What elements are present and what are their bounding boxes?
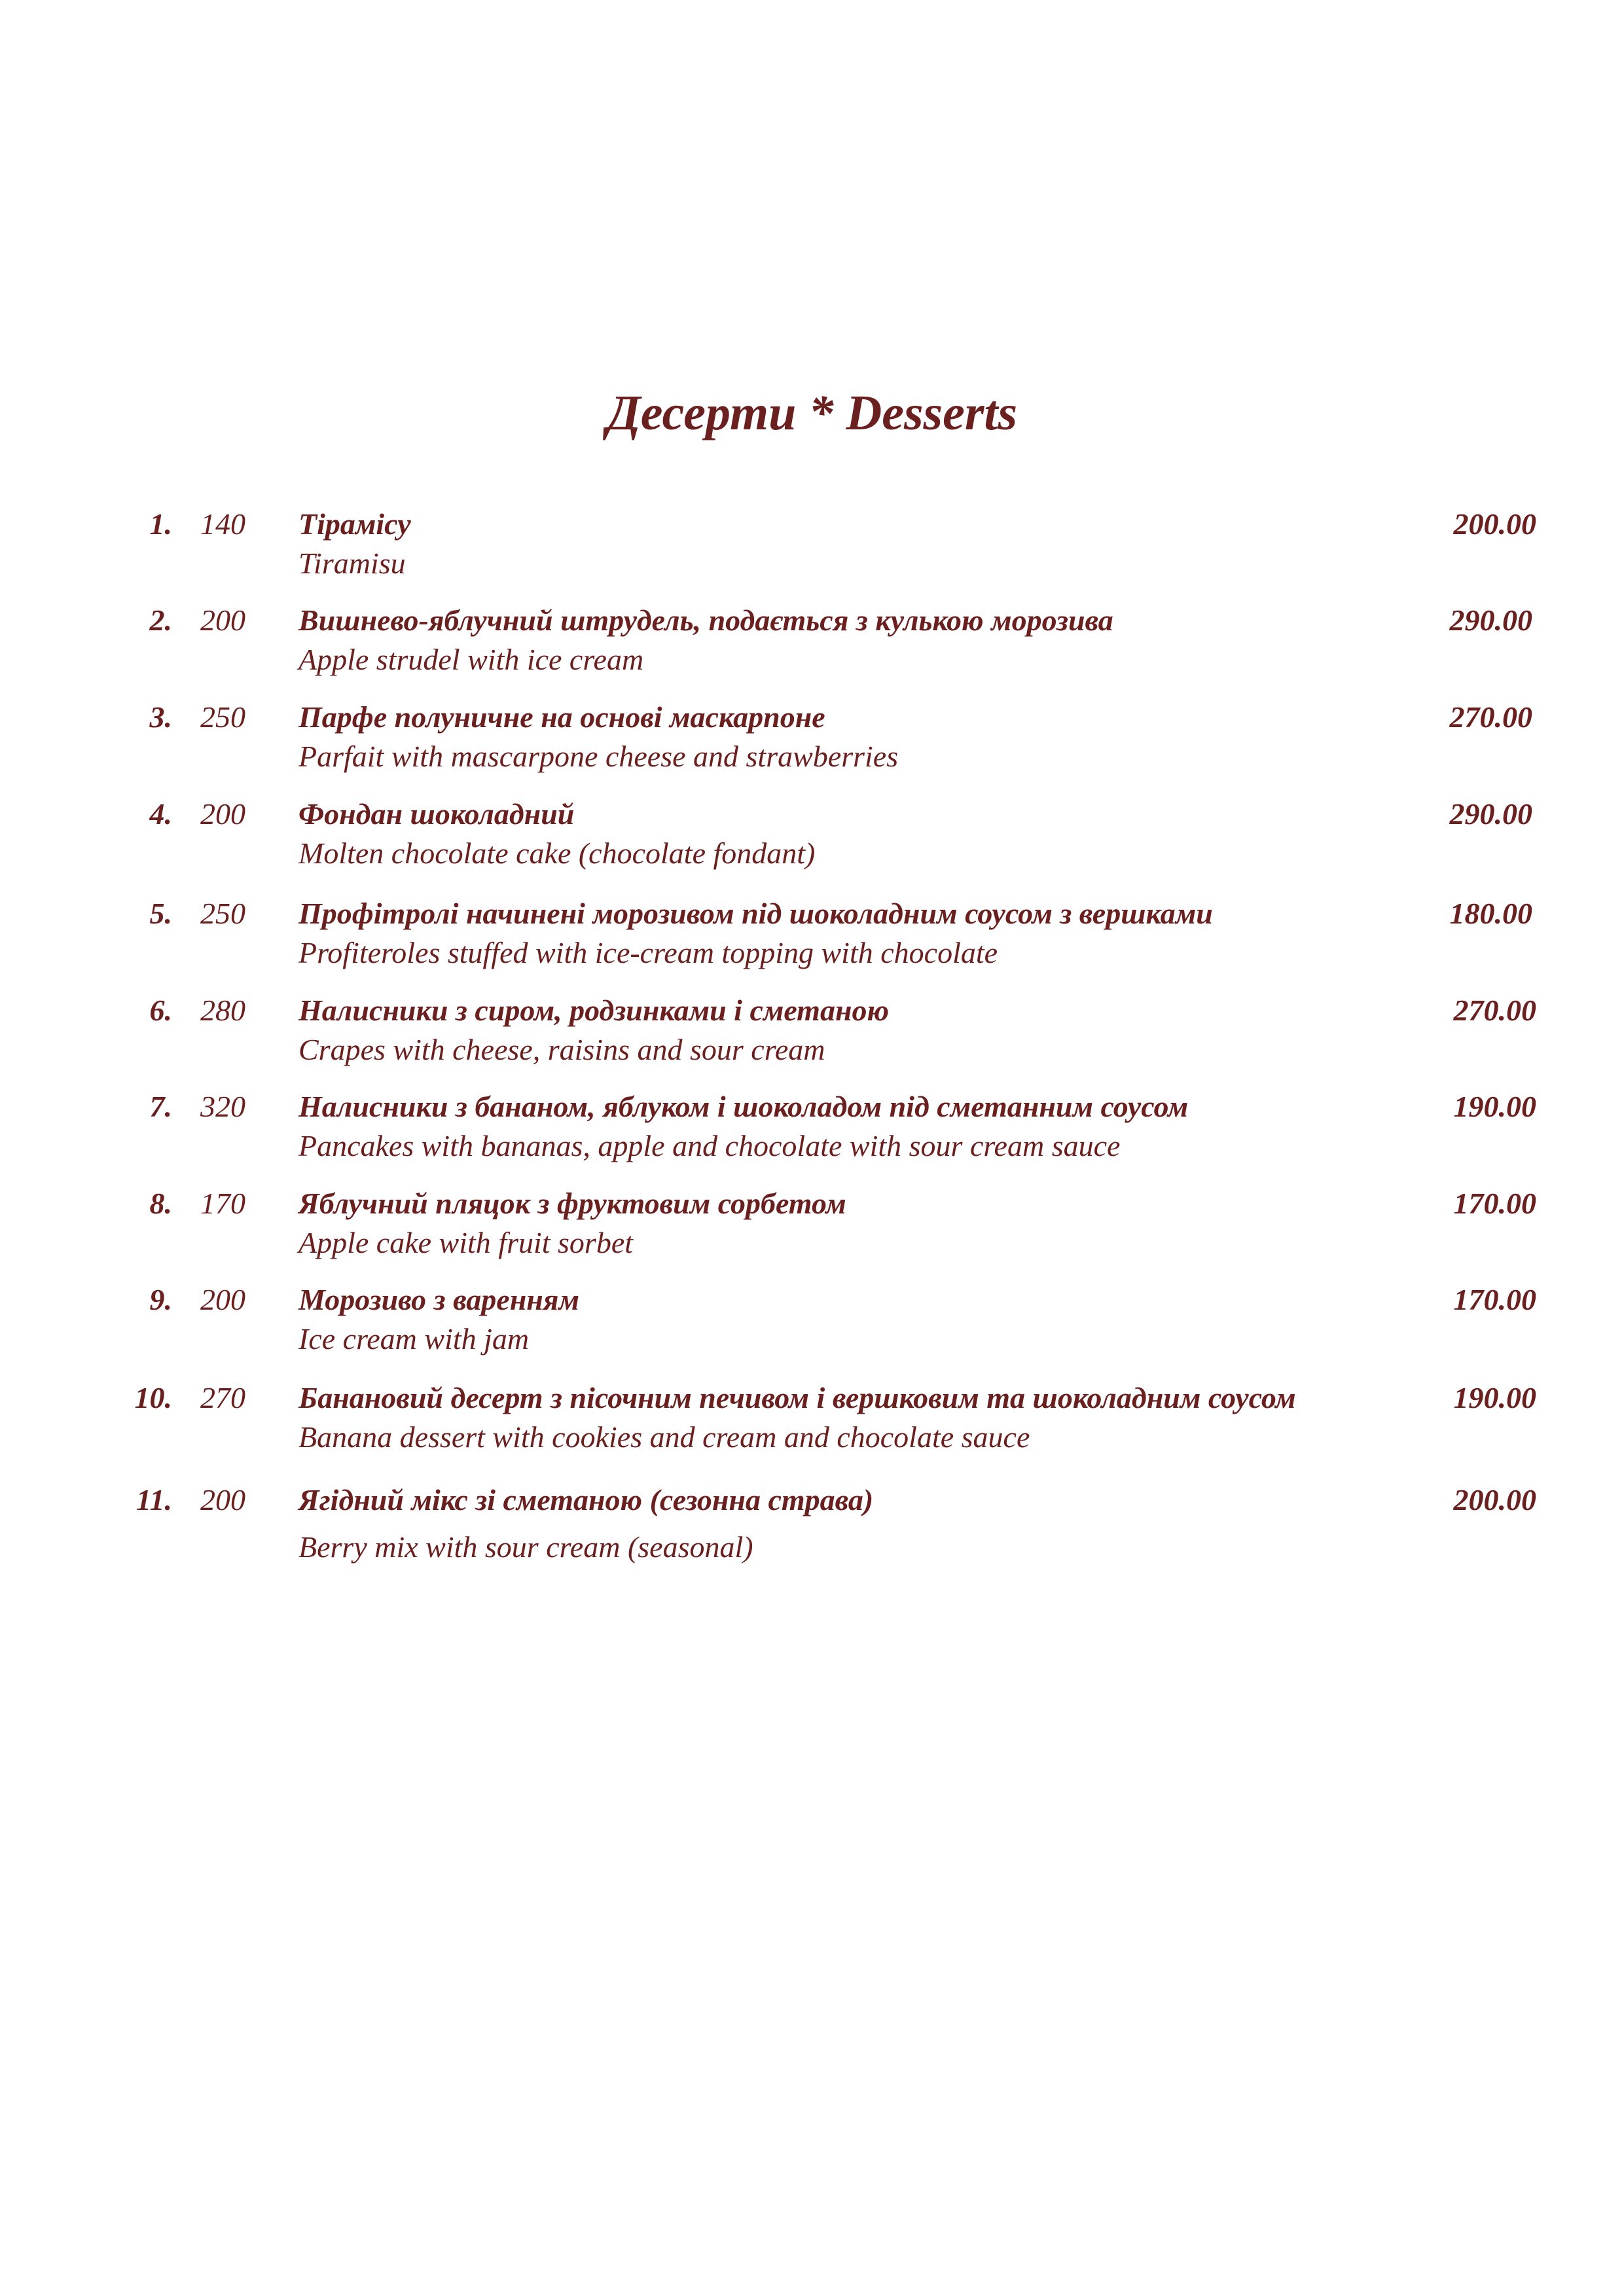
item-number: 4.: [149, 797, 172, 831]
menu-item: [0, 1088, 1624, 1180]
item-name-ukrainian: Вишнево-яблучний штрудель, подається з кулькою морозива: [298, 603, 1113, 637]
item-name-ukrainian: Профітролі начинені морозивом під шоколадним соусом з вершками: [298, 897, 1213, 930]
item-weight: 250: [200, 897, 245, 930]
item-price: 270.00: [1453, 994, 1536, 1027]
item-name-english: Tiramisu: [298, 547, 406, 580]
item-weight: 200: [200, 1283, 245, 1316]
item-name-english: Ice cream with jam: [298, 1322, 530, 1355]
item-price: 200.00: [1453, 1483, 1536, 1516]
menu-item: [0, 506, 1624, 598]
menu-item: [0, 796, 1624, 888]
item-weight: 200: [200, 603, 245, 637]
item-number: 1.: [149, 507, 172, 541]
item-name-english: Crapes with cheese, raisins and sour cream: [298, 1033, 825, 1066]
item-price: 200.00: [1453, 507, 1536, 541]
item-number: 7.: [149, 1090, 172, 1123]
item-weight: 320: [200, 1090, 245, 1123]
menu-item: [0, 1282, 1624, 1373]
item-price: 170.00: [1453, 1283, 1536, 1316]
item-price: 170.00: [1453, 1187, 1536, 1220]
item-name-ukrainian: Морозиво з варенням: [298, 1283, 580, 1316]
item-weight: 270: [200, 1381, 245, 1414]
item-price: 190.00: [1453, 1090, 1536, 1123]
item-price: 180.00: [1449, 897, 1532, 930]
page-title: Десерти * Desserts: [606, 386, 1018, 440]
item-number: 11.: [136, 1483, 172, 1516]
menu-item: [0, 699, 1624, 791]
menu-item: [0, 1380, 1624, 1471]
menu-item: [0, 992, 1624, 1084]
item-number: 2.: [149, 603, 172, 637]
menu-item: [0, 895, 1624, 987]
item-weight: 280: [200, 994, 245, 1027]
menu-item: [0, 1185, 1624, 1277]
item-weight: 200: [200, 797, 245, 831]
item-number: 9.: [149, 1283, 172, 1316]
item-name-english: Parfait with mascarpone cheese and strawberries: [298, 740, 899, 773]
item-weight: 250: [200, 700, 245, 734]
item-number: 8.: [149, 1187, 172, 1220]
menu-item: [0, 602, 1624, 694]
item-name-english: Banana dessert with cookies and cream and chocolate sauce: [298, 1420, 1030, 1454]
item-price: 270.00: [1449, 700, 1532, 734]
item-name-ukrainian: Налисники з сиром, родзинками і сметаною: [298, 994, 890, 1027]
item-number: 6.: [149, 994, 172, 1027]
item-name-ukrainian: Фондан шоколадний: [298, 797, 575, 831]
menu-item: [0, 1482, 1624, 1573]
item-name-english: Profiteroles stuffed with ice-cream topping with chocolate: [298, 936, 998, 969]
item-weight: 200: [200, 1483, 245, 1516]
item-price: 290.00: [1449, 603, 1532, 637]
item-name-ukrainian: Банановий десерт з пісочним печивом і вершковим та шоколадним соусом: [298, 1381, 1296, 1414]
item-name-english: Apple strudel with ice cream: [298, 643, 644, 676]
item-price: 190.00: [1453, 1381, 1536, 1414]
item-number: 3.: [149, 700, 172, 734]
item-name-ukrainian: Ягідний мікс зі сметаною (сезонна страва): [298, 1483, 874, 1516]
item-name-english: Apple cake with fruit sorbet: [298, 1226, 634, 1259]
item-name-ukrainian: Парфе полуничне на основі маскарпоне: [298, 700, 825, 734]
item-name-ukrainian: Тірамісу: [298, 507, 411, 541]
item-price: 290.00: [1449, 797, 1532, 831]
item-number: 5.: [149, 897, 172, 930]
item-name-english: Berry mix with sour cream (seasonal): [298, 1530, 753, 1564]
item-weight: 170: [200, 1187, 245, 1220]
item-weight: 140: [200, 507, 245, 541]
item-name-ukrainian: Налисники з бананом, яблуком і шоколадом під сметанним соусом: [298, 1090, 1189, 1123]
item-name-ukrainian: Яблучний пляцок з фруктовим сорбетом: [298, 1187, 846, 1220]
item-number: 10.: [134, 1381, 172, 1414]
item-name-english: Pancakes with bananas, apple and chocolate with sour cream sauce: [298, 1129, 1121, 1162]
item-name-english: Molten chocolate cake (chocolate fondant): [298, 836, 816, 870]
